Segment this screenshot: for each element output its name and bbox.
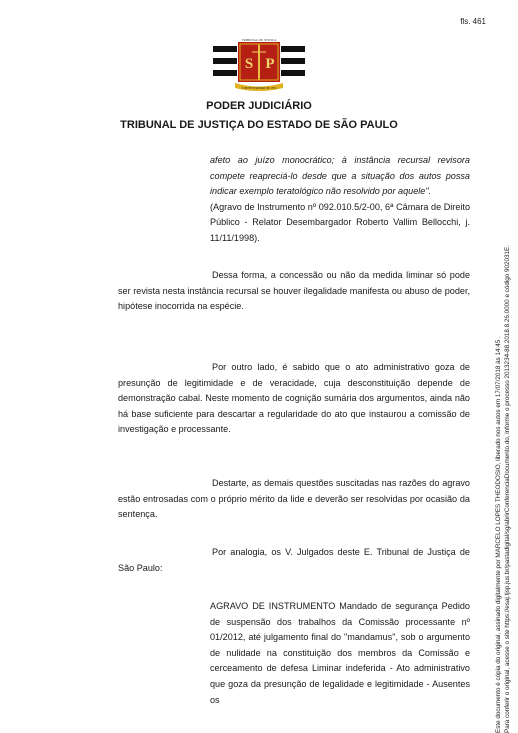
- emblem-bottom-text: 3 DE FEVEREIRO DE 1874: [241, 86, 277, 90]
- quote-citation: (Agravo de Instrumento nº 092.010.5/2-00, 6ª Câmara de Direito Público - Relator Desembargador Roberto Vallim Bellocchi, j. 11/11/1998).: [210, 201, 470, 243]
- quote-italic-text: afeto ao juízo monocrático; à instância recursal revisora compete reapreciá-lo desde que a situação dos autos possa indicar exemplo teratológico não resolvido por aquele".: [210, 155, 470, 197]
- side-note-line-2: Para conferir o original, acesse o site https://esaj.tjsp.jus.br/pastadigital/sg/abrirConferenciaDocumento.do, informe o processo 2013234-88.2018.8.26.0000 e código 902031E.: [504, 245, 511, 733]
- court-emblem: [213, 37, 305, 94]
- emblem-letter-s: S: [244, 56, 254, 72]
- emblem-top-text: TRIBUNAL DE JUSTIÇA: [241, 38, 277, 42]
- quote-block: [210, 153, 470, 247]
- emblem-letter-p: P: [265, 56, 275, 72]
- paragraph-1: Dessa forma, a concessão ou não da medida liminar só pode ser revista nesta instância recursal se houver ilegalidade manifesta ou abuso de poder, hipótese inocorrida na espécie.: [118, 270, 470, 312]
- ementa-block: AGRAVO DE INSTRUMENTO Mandado de segurança Pedido de suspensão dos trabalhos da Comissão processante nº 01/2012, até julgamento final do "mandamus", sob o argumento de nulidade na constituição dos membros da Comissão e cerceamento de defesa Liminar indeferida - Ato administrativo que goza da presunção de legalidade e legitimidade - Ausentes os: [210, 601, 470, 705]
- paragraph-3: Destarte, as demais questões suscitadas nas razões do agravo estão entrosadas com o próprio mérito da lide e deverão ser resolvidas por ocasião da sentença.: [118, 478, 470, 520]
- page-number: fls. 461: [460, 17, 486, 26]
- paragraph-4: Por analogia, os V. Julgados deste E. Tribunal de Justiça de São Paulo:: [118, 547, 470, 573]
- side-note-line-1: Este documento é cópia do original, assinado digitalmente por MARCELO LOPES THEODOSIO, liberado nos autos em 17/07/2018 às 14:45 .: [495, 336, 502, 733]
- header-line-2: TRIBUNAL DE JUSTIÇA DO ESTADO DE SÃO PAULO: [120, 119, 398, 131]
- paragraph-2: Por outro lado, é sabido que o ato administrativo goza de presunção de legitimidade e de veracidade, cuja desconstituição depende de demonstração cabal. Neste momento de cognição sumária dos argumentos, ainda não há base suficiente para descartar a regularidade do ato que instaurou a comissão de investigação e processante.: [118, 362, 470, 435]
- header-line-1: PODER JUDICIÁRIO: [206, 100, 312, 112]
- digital-signature-note: [494, 93, 516, 733]
